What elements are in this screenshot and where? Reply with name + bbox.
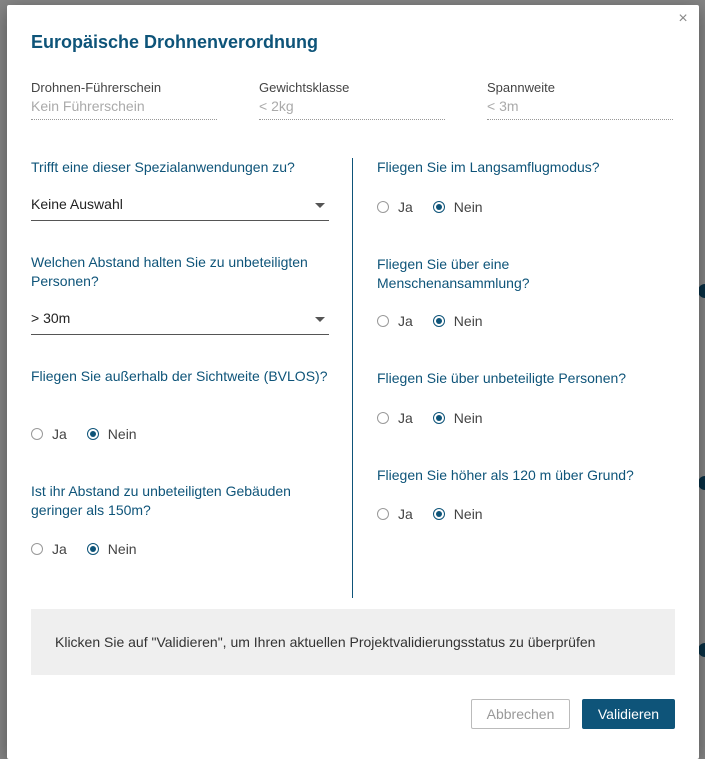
building-distance-question: Ist ihr Abstand zu unbeteiligten Gebäuden geringer als 150m? <box>31 483 291 518</box>
radio-no[interactable] <box>87 426 137 442</box>
building-distance-radio-group <box>31 541 157 557</box>
radio-label: Nein <box>453 410 483 426</box>
info-license <box>31 80 217 120</box>
radio-label: Nein <box>107 541 137 557</box>
radio-yes[interactable] <box>377 410 413 426</box>
info-wingspan <box>487 80 673 120</box>
validate-button[interactable]: Validieren <box>582 699 675 729</box>
radio-label: Ja <box>52 541 67 557</box>
radio-label: Nein <box>453 199 483 215</box>
radio-label: Ja <box>398 410 413 426</box>
info-value: Kein Führerschein <box>31 98 217 120</box>
uninvolved-persons-radio-group <box>377 410 503 426</box>
radio-button[interactable] <box>377 412 389 424</box>
radio-label: Nein <box>453 313 483 329</box>
radio-yes[interactable] <box>377 199 413 215</box>
radio-button-checked[interactable] <box>87 428 99 440</box>
radio-no[interactable] <box>87 541 137 557</box>
radio-button-checked[interactable] <box>87 543 99 555</box>
radio-label: Nein <box>107 426 137 442</box>
crowd-radio-group <box>377 313 503 329</box>
select-value: Keine Auswahl <box>31 196 123 212</box>
info-label: Drohnen-Führerschein <box>31 80 162 95</box>
info-label: Gewichtsklasse <box>259 80 350 95</box>
radio-button[interactable] <box>31 543 43 555</box>
radio-button[interactable] <box>377 508 389 520</box>
radio-button-checked[interactable] <box>433 508 445 520</box>
cancel-button[interactable]: Abbrechen <box>471 699 570 729</box>
radio-no[interactable] <box>433 410 483 426</box>
info-label: Spannweite <box>487 80 555 95</box>
chevron-down-icon <box>315 203 325 208</box>
radio-button[interactable] <box>377 201 389 213</box>
radio-button-checked[interactable] <box>433 201 445 213</box>
drone-regulation-dialog <box>7 5 699 759</box>
dialog-title: Europäische Drohnenverordnung <box>31 32 319 52</box>
radio-label: Ja <box>398 199 413 215</box>
radio-button-checked[interactable] <box>433 412 445 424</box>
radio-yes[interactable] <box>31 541 67 557</box>
altitude-question: Fliegen Sie höher als 120 m über Grund? <box>377 467 634 483</box>
validation-status-message: Klicken Sie auf "Validieren", um Ihren aktuellen Projektvalidierungsstatus zu überprüfen <box>55 634 596 650</box>
radio-label: Ja <box>52 426 67 442</box>
radio-yes[interactable] <box>377 506 413 522</box>
radio-no[interactable] <box>433 506 483 522</box>
radio-label: Ja <box>398 313 413 329</box>
bvlos-radio-group <box>31 426 157 442</box>
close-icon[interactable]: × <box>678 10 688 27</box>
altitude-radio-group <box>377 506 503 522</box>
crowd-question: Fliegen Sie über eine Menschenansammlung? <box>377 256 530 291</box>
bvlos-question: Fliegen Sie außerhalb der Sichtweite (BVLOS)? <box>31 368 328 384</box>
info-value: < 2kg <box>259 98 445 120</box>
distance-persons-question: Welchen Abstand halten Sie zu unbeteiligten Personen? <box>31 254 308 289</box>
select-value: > 30m <box>31 310 71 326</box>
radio-label: Nein <box>453 506 483 522</box>
distance-persons-select[interactable] <box>31 309 329 335</box>
info-weight-class <box>259 80 445 120</box>
slow-flight-question: Fliegen Sie im Langsamflugmodus? <box>377 159 600 175</box>
info-value: < 3m <box>487 98 673 120</box>
chevron-down-icon <box>315 317 325 322</box>
radio-button-checked[interactable] <box>433 315 445 327</box>
radio-yes[interactable] <box>31 426 67 442</box>
radio-label: Ja <box>398 506 413 522</box>
validation-status-box <box>31 609 675 675</box>
special-application-select[interactable] <box>31 195 329 221</box>
radio-button[interactable] <box>377 315 389 327</box>
special-application-question: Trifft eine dieser Spezialanwendungen zu? <box>31 159 295 175</box>
radio-button[interactable] <box>31 428 43 440</box>
radio-no[interactable] <box>433 313 483 329</box>
column-divider <box>352 158 353 598</box>
radio-yes[interactable] <box>377 313 413 329</box>
slow-flight-radio-group <box>377 199 503 215</box>
uninvolved-persons-question: Fliegen Sie über unbeteiligte Personen? <box>377 370 627 386</box>
radio-no[interactable] <box>433 199 483 215</box>
